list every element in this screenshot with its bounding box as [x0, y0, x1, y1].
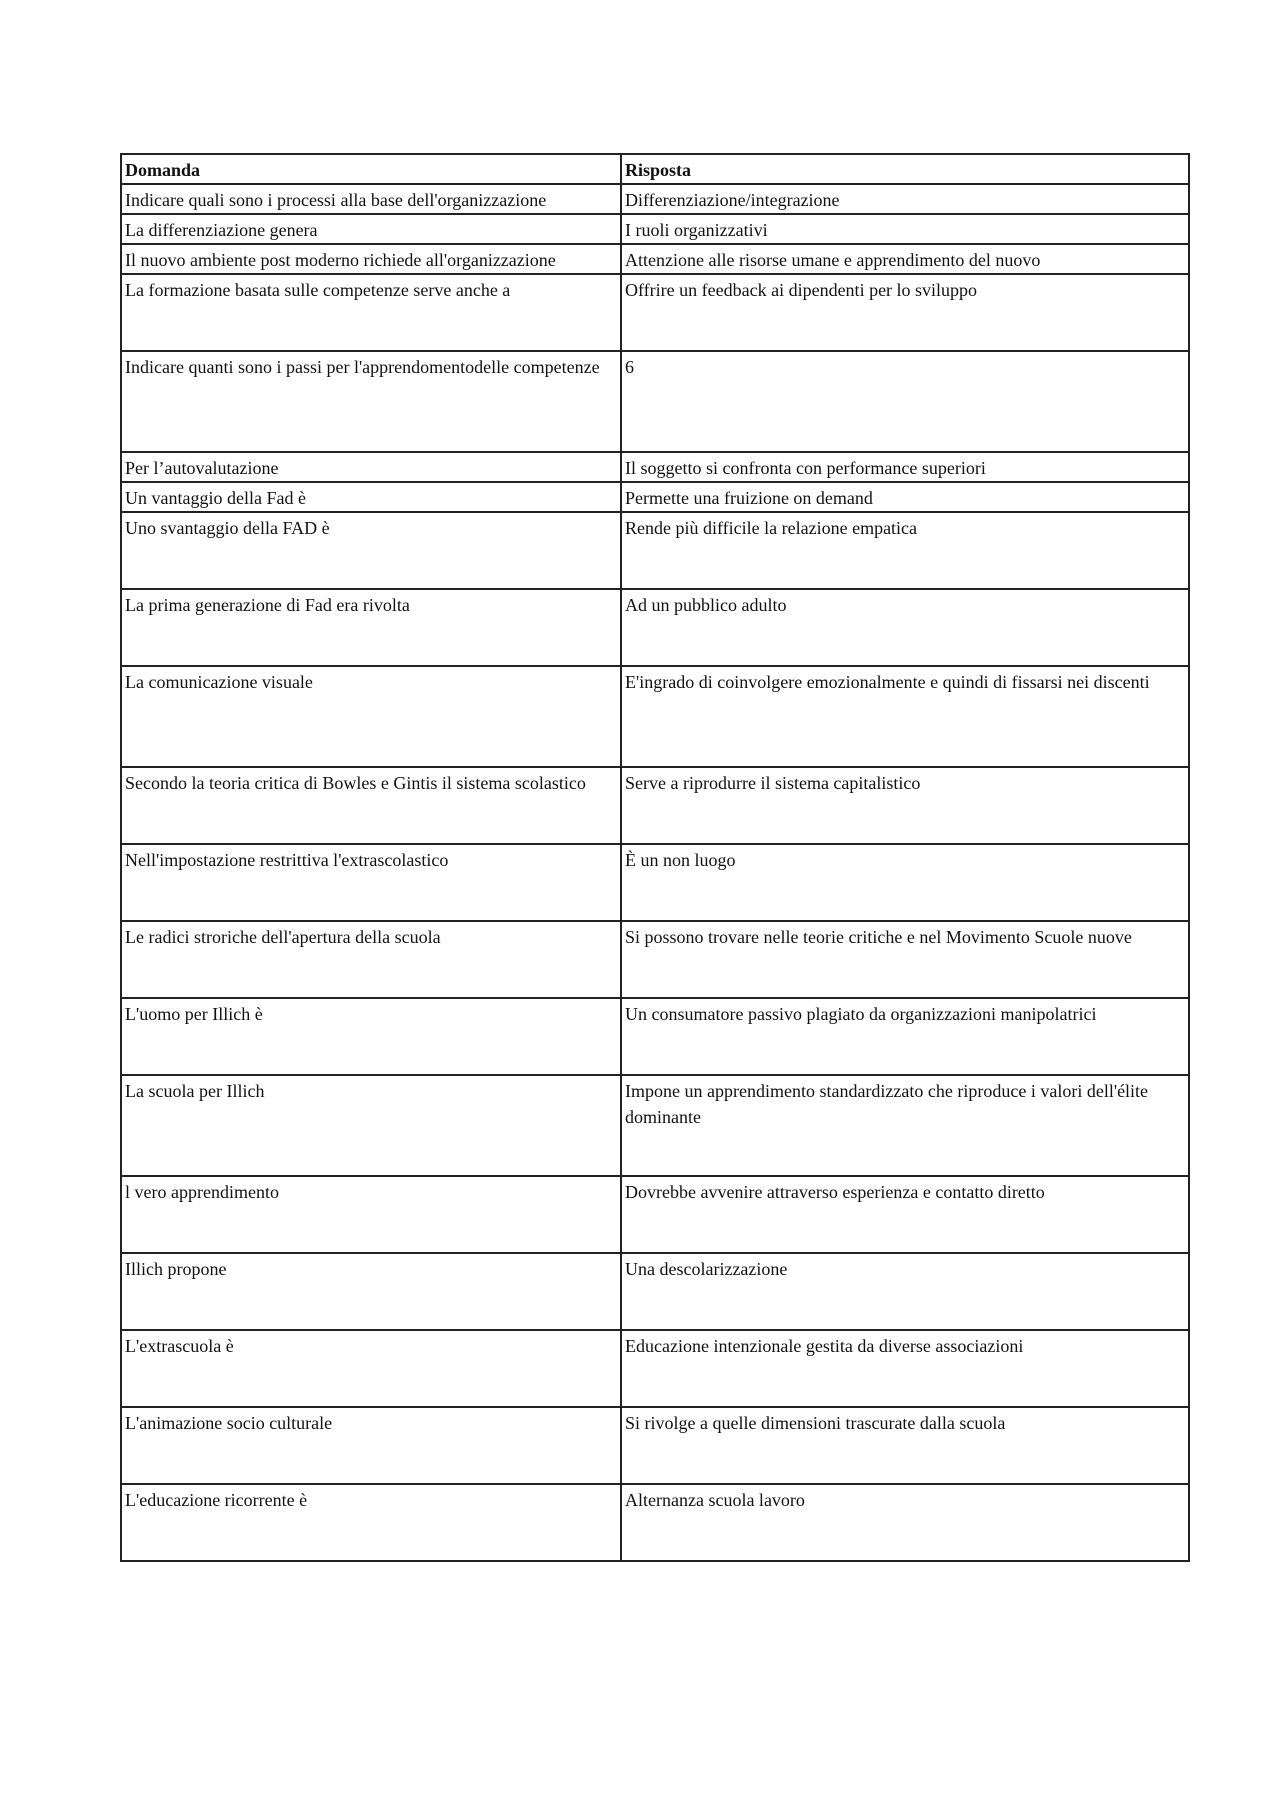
header-answer: Risposta: [621, 154, 1189, 184]
table-row: [121, 998, 1189, 1075]
question-cell: Il nuovo ambiente post moderno richiede all'organizzazione: [121, 244, 621, 274]
answer-cell: Serve a riprodurre il sistema capitalistico: [621, 767, 1189, 844]
question-cell: Un vantaggio della Fad è: [121, 482, 621, 512]
answer-cell: Rende più difficile la relazione empatica: [621, 512, 1189, 589]
table-row: [121, 1253, 1189, 1330]
answer-cell: Si possono trovare nelle teorie critiche e nel Movimento Scuole nuove: [621, 921, 1189, 998]
answer-cell: 6: [621, 351, 1189, 452]
table-header-row: [121, 154, 1189, 184]
table-row: [121, 214, 1189, 244]
header-question: Domanda: [121, 154, 621, 184]
question-cell: Illich propone: [121, 1253, 621, 1330]
answer-cell: I ruoli organizzativi: [621, 214, 1189, 244]
question-cell: L'animazione socio culturale: [121, 1407, 621, 1484]
table-row: [121, 589, 1189, 666]
question-cell: Le radici stroriche dell'apertura della scuola: [121, 921, 621, 998]
question-cell: L'educazione ricorrente è: [121, 1484, 621, 1561]
table-row: [121, 1484, 1189, 1561]
answer-cell: E'ingrado di coinvolgere emozionalmente e quindi di fissarsi nei discenti: [621, 666, 1189, 767]
answer-cell: Ad un pubblico adulto: [621, 589, 1189, 666]
question-cell: La comunicazione visuale: [121, 666, 621, 767]
table-row: [121, 244, 1189, 274]
answer-cell: Il soggetto si confronta con performance superiori: [621, 452, 1189, 482]
table-row: [121, 921, 1189, 998]
answer-cell: Offrire un feedback ai dipendenti per lo sviluppo: [621, 274, 1189, 351]
table-row: [121, 1075, 1189, 1176]
table-row: [121, 351, 1189, 452]
question-cell: L'extrascuola è: [121, 1330, 621, 1407]
question-cell: l vero apprendimento: [121, 1176, 621, 1253]
table-body: [121, 184, 1189, 1561]
answer-cell: Un consumatore passivo plagiato da organizzazioni manipolatrici: [621, 998, 1189, 1075]
answer-cell: Differenziazione/integrazione: [621, 184, 1189, 214]
question-cell: Nell'impostazione restrittiva l'extrascolastico: [121, 844, 621, 921]
table-row: [121, 1176, 1189, 1253]
question-cell: Per l’autovalutazione: [121, 452, 621, 482]
answer-cell: Alternanza scuola lavoro: [621, 1484, 1189, 1561]
question-cell: L'uomo per Illich è: [121, 998, 621, 1075]
table-row: [121, 1330, 1189, 1407]
answer-cell: Attenzione alle risorse umane e apprendimento del nuovo: [621, 244, 1189, 274]
question-cell: La formazione basata sulle competenze serve anche a: [121, 274, 621, 351]
answer-cell: Una descolarizzazione: [621, 1253, 1189, 1330]
question-cell: La scuola per Illich: [121, 1075, 621, 1176]
answer-cell: Dovrebbe avvenire attraverso esperienza e contatto diretto: [621, 1176, 1189, 1253]
table-row: [121, 482, 1189, 512]
answer-cell: Impone un apprendimento standardizzato che riproduce i valori dell'élite dominante: [621, 1075, 1189, 1176]
table-row: [121, 274, 1189, 351]
question-cell: Indicare quali sono i processi alla base dell'organizzazione: [121, 184, 621, 214]
answer-cell: Permette una fruizione on demand: [621, 482, 1189, 512]
table-row: [121, 844, 1189, 921]
question-cell: La differenziazione genera: [121, 214, 621, 244]
question-cell: Indicare quanti sono i passi per l'apprendomentodelle competenze: [121, 351, 621, 452]
question-cell: La prima generazione di Fad era rivolta: [121, 589, 621, 666]
table-row: [121, 452, 1189, 482]
table-row: [121, 767, 1189, 844]
question-cell: Secondo la teoria critica di Bowles e Gintis il sistema scolastico: [121, 767, 621, 844]
qa-table: [120, 153, 1190, 1562]
question-cell: Uno svantaggio della FAD è: [121, 512, 621, 589]
answer-cell: È un non luogo: [621, 844, 1189, 921]
table-row: [121, 1407, 1189, 1484]
answer-cell: Educazione intenzionale gestita da diverse associazioni: [621, 1330, 1189, 1407]
table-row: [121, 184, 1189, 214]
table-row: [121, 666, 1189, 767]
answer-cell: Si rivolge a quelle dimensioni trascurate dalla scuola: [621, 1407, 1189, 1484]
table-row: [121, 512, 1189, 589]
